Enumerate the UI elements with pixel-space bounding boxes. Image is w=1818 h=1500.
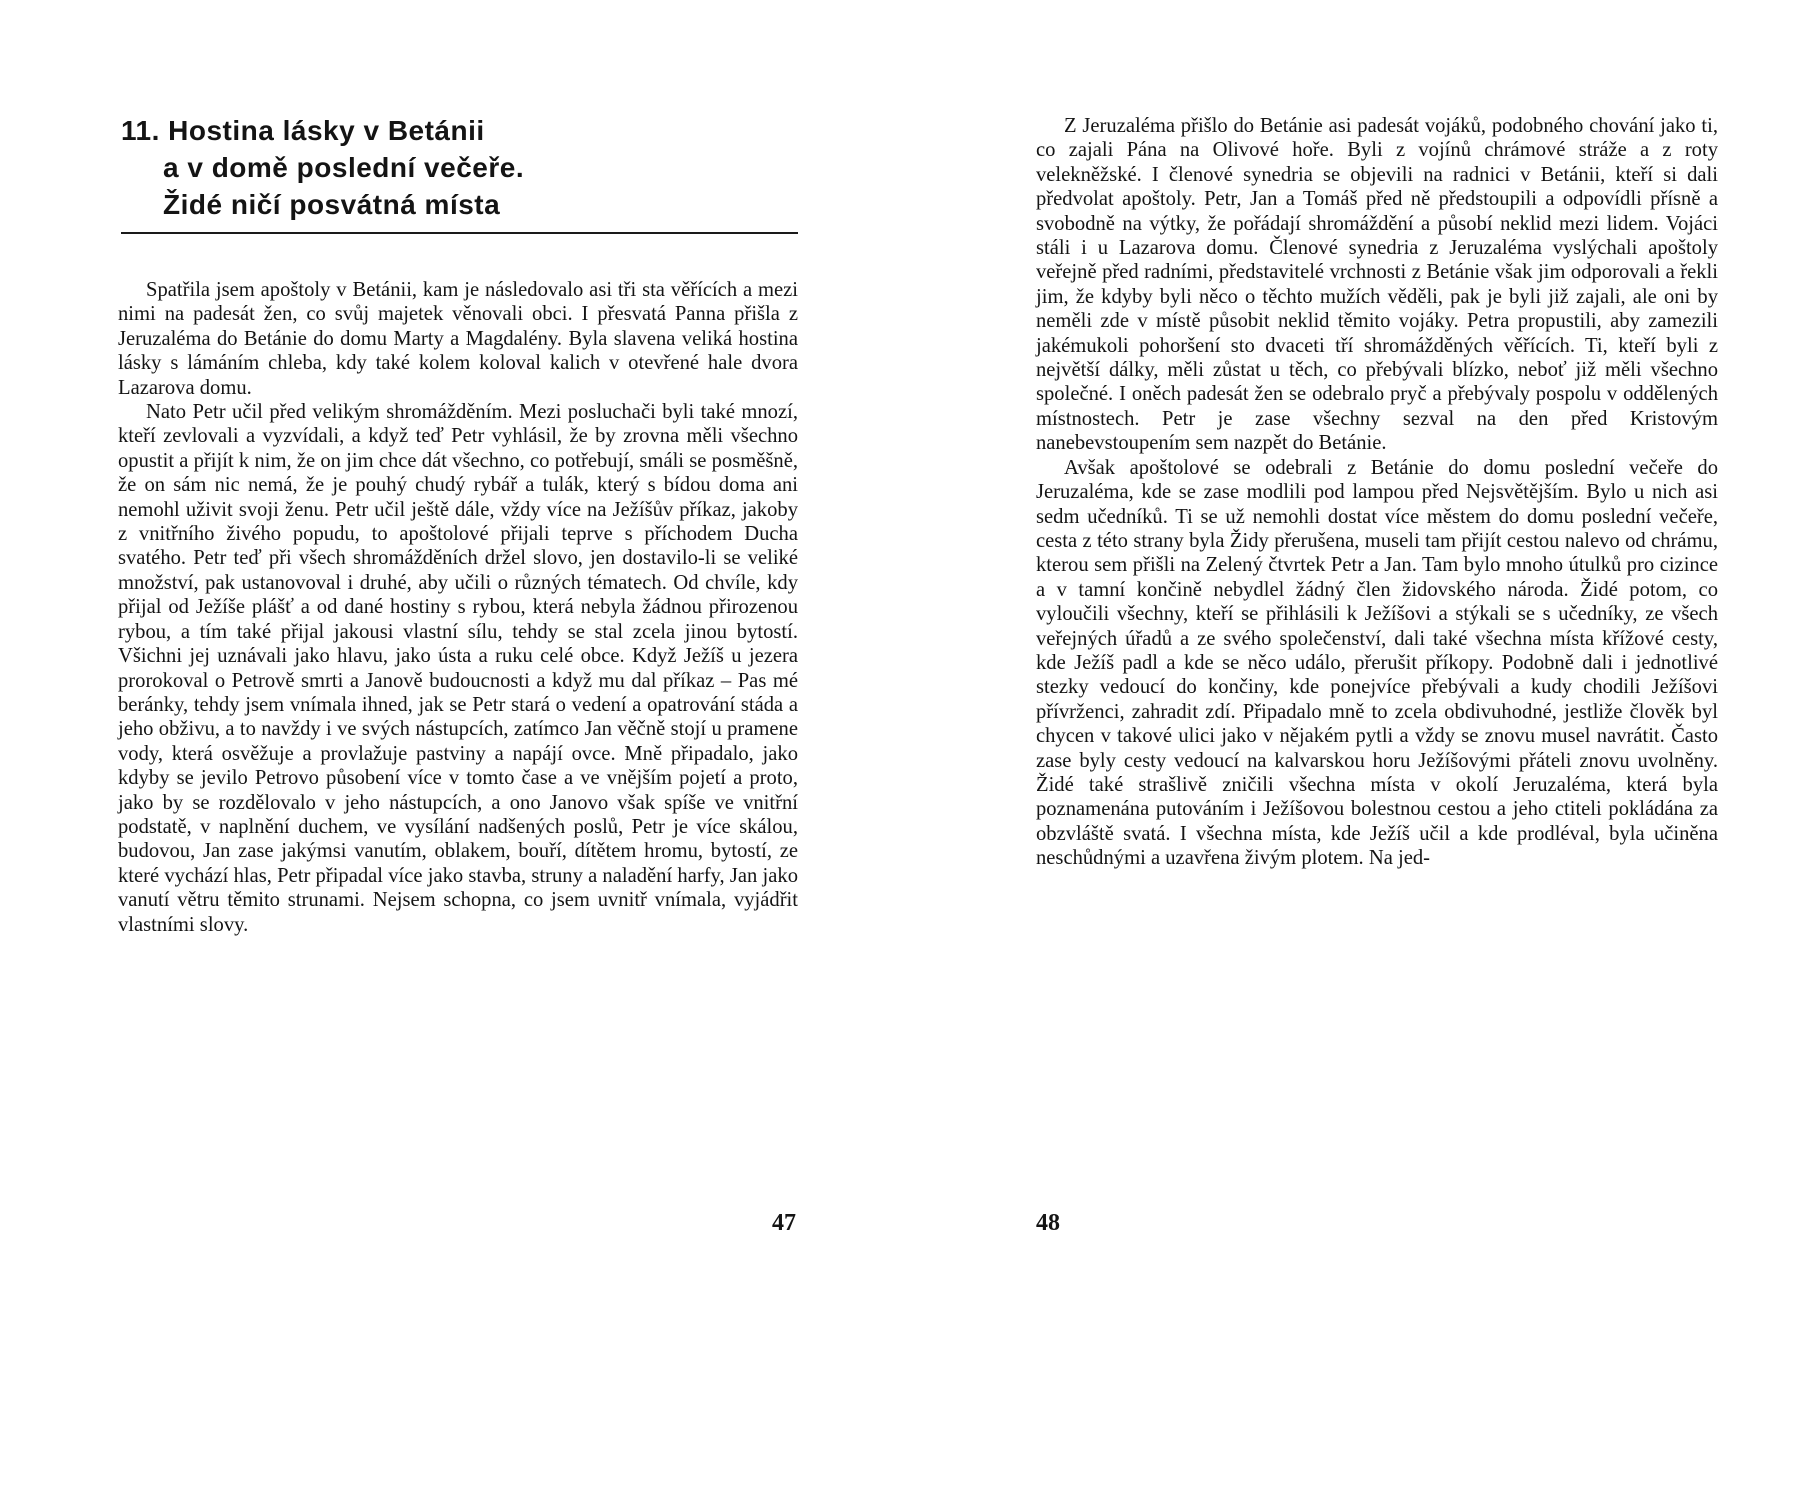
left-page-body bbox=[118, 278, 798, 937]
paragraph: Avšak apoštolové se odebrali z Betánie do domu poslední večeře do Jeruzaléma, kde se zase modlili pod lampou před Nejsvětějším. Bylo u nich asi sedm učedníků. Ti se už nemohli dostat více městem do domu poslední večeře, cesta z této strany byla Židy přerušena, museli tam přijít cestou nalevo od chrámu, kterou sem přišli na Zelený čtvrtek Petr a Jan. Tam bylo mnoho útulků pro cizince a v tamní končině nebydlel žádný člen židovského národa. Židé potom, co vyloučili všechny, kteří se přihlásili k Ježíšovi a stýkali se s učedníky, ze všech veřejných úřadů a ze svého společenství, dali také všechna místa křížové cesty, kde Ježíš padl a kde se něco událo, přerušit příkopy. Podobně dali i jednotlivé stezky vedoucí do končiny, kde ponejvíce přebývali a kudy chodili Ježíšovi přívrženci, zahradit zdí. Připadalo mně to zcela obdivuhodné, jestliže člověk byl chycen v takové ulici jako v nějakém pytli a vždy se znovu musel navrátit. Často zase byly cesty vedoucí na kalvarskou horu Ježíšovými přáteli znovu uvolněny. Židé také strašlivě zničili všechna místa v okolí Jeruzaléma, která byla poznamenána putováním i Ježíšovou bolestnou cestou a jeho ctiteli pokládána za obzvláště svatá. I všechna místa, kde Ježíš učil a kde prodléval, byla učiněna neschůdnými a uzavřena živým plotem. Na jed- bbox=[1036, 456, 1718, 870]
right-page bbox=[1036, 0, 1718, 1500]
chapter-heading-line-1: 11. Hostina lásky v Betánii bbox=[121, 115, 485, 146]
right-page-body bbox=[1036, 114, 1718, 871]
page-number: 48 bbox=[1036, 1210, 1060, 1236]
heading-rule bbox=[121, 232, 798, 234]
left-page bbox=[118, 0, 798, 1500]
paragraph: Spatřila jsem apoštoly v Betánii, kam je následovalo asi tři sta věřících a mezi nimi na padesát žen, co svůj majetek věnovali obci. I přesvatá Panna přišla z Jeruzaléma do Betánie do domu Marty a Magdalény. Byla slavena veliká hostina lásky s lámáním chleba, kdy také kolem koloval kalich v otevřené hale dvora Lazarova domu. bbox=[118, 279, 798, 399]
chapter-heading-line-3: Židé ničí posvátná místa bbox=[163, 189, 501, 220]
paragraph: Nato Petr učil před velikým shromážděním. Mezi posluchači byli také mnozí, kteří zevlovali a vyzvídali, a když teď Petr vyhlásil, že by zrovna měli všechno opustit a přijít k nim, že on jim chce dát všechno, co potřebují, smáli se posměšně, že on sám nic nemá, že je pouhý chudý rybář a tulák, který s bídou doma ani nemohl uživit svoji ženu. Petr učil ještě dále, vždy více na Ježíšův příkaz, jakoby z vnitřního živého popudu, to apoštolové přijali teprve s příchodem Ducha svatého. Petr teď při všech shromážděních držel slovo, jen dostavilo-li se veliké množství, pak ustanovoval i druhé, aby učili o různých tématech. Od chvíle, kdy přijal od Ježíše plášť a od dané hostiny s rybou, která nebyla žádnou přirozenou rybou, a tím také přijal jakousi vlastní sílu, tehdy se stal zcela jinou bytostí. Všichni jej uznávali jako hlavu, jako ústa a ruku celé obce. Když Ježíš u jezera prorokoval o Petrově smrti a Janově budoucnosti a když mu dal příkaz – Pas mé beránky, tehdy jsem vnímala ihned, jak se Petr stará o vedení a opatrování stáda a jeho obživu, a to navždy i ve svých nástupcích, zatímco Jan věčně stojí u pramene vody, která osvěžuje a provlažuje pastviny a napájí ovce. Mně připadalo, jako kdyby se jevilo Petrovo působení více v tomto čase a ve vnějším pojetí a proto, jako by se rozdělovalo v jeho nástupcích, a ono Janovo však spíše ve vnitřní podstatě, v naplnění duchem, ve vysílání nadšených poslů, Petr je více skálou, budovou, Jan zase jakýmsi vanutím, oblakem, bouří, dítětem hromu, bytostí, ze které vychází hlas, Petr připadal více jako stavba, struny a naladění harfy, Jan jako vanutí větru těmito strunami. Nejsem schopna, co jsem uvnitř vnímala, vyjádřit vlastními slovy. bbox=[118, 401, 798, 936]
chapter-heading-line-2: a v domě poslední večeře. bbox=[163, 152, 525, 183]
chapter-heading bbox=[121, 112, 798, 223]
page-number: 47 bbox=[772, 1210, 796, 1236]
paragraph: Z Jeruzaléma přišlo do Betánie asi padesát vojáků, podobného chování jako ti, co zajali Pána na Olivové hoře. Byli z vojínů chrámové stráže a z roty velekněžské. I členové synedria se objevili na radnici v Betánii, kteří si dali předvolat apoštoly. Petr, Jan a Tomáš před ně předstoupili a odpovídli přísně a svobodně na výtky, že pořádají shromáždění a působí neklid mezi lidem. Vojáci stáli i u Lazarova domu. Členové synedria z Jeruzaléma vyslýchali apoštoly veřejně před radními, představitelé vrchnosti z Betánie však jim odporovali a řekli jim, že kdyby byli něco o těchto mužích věděli, pak je byli již zajali, ale oni by neměli zde v místě působit neklid těmito vojáky. Petra propustili, aby zamezili jakémukoli pohoršení sto dvaceti tří shromážděných věřících. Ti, kteří byli z největší dálky, měli zůstat u těch, co přebývali blízko, neboť již měli všechno společné. I oněch padesát žen se odebralo pryč a přebývaly pospolu v oddělených místnostech. Petr je zase všechny sezval na den před Kristovým nanebevstoupením sem nazpět do Betánie. bbox=[1036, 115, 1718, 455]
